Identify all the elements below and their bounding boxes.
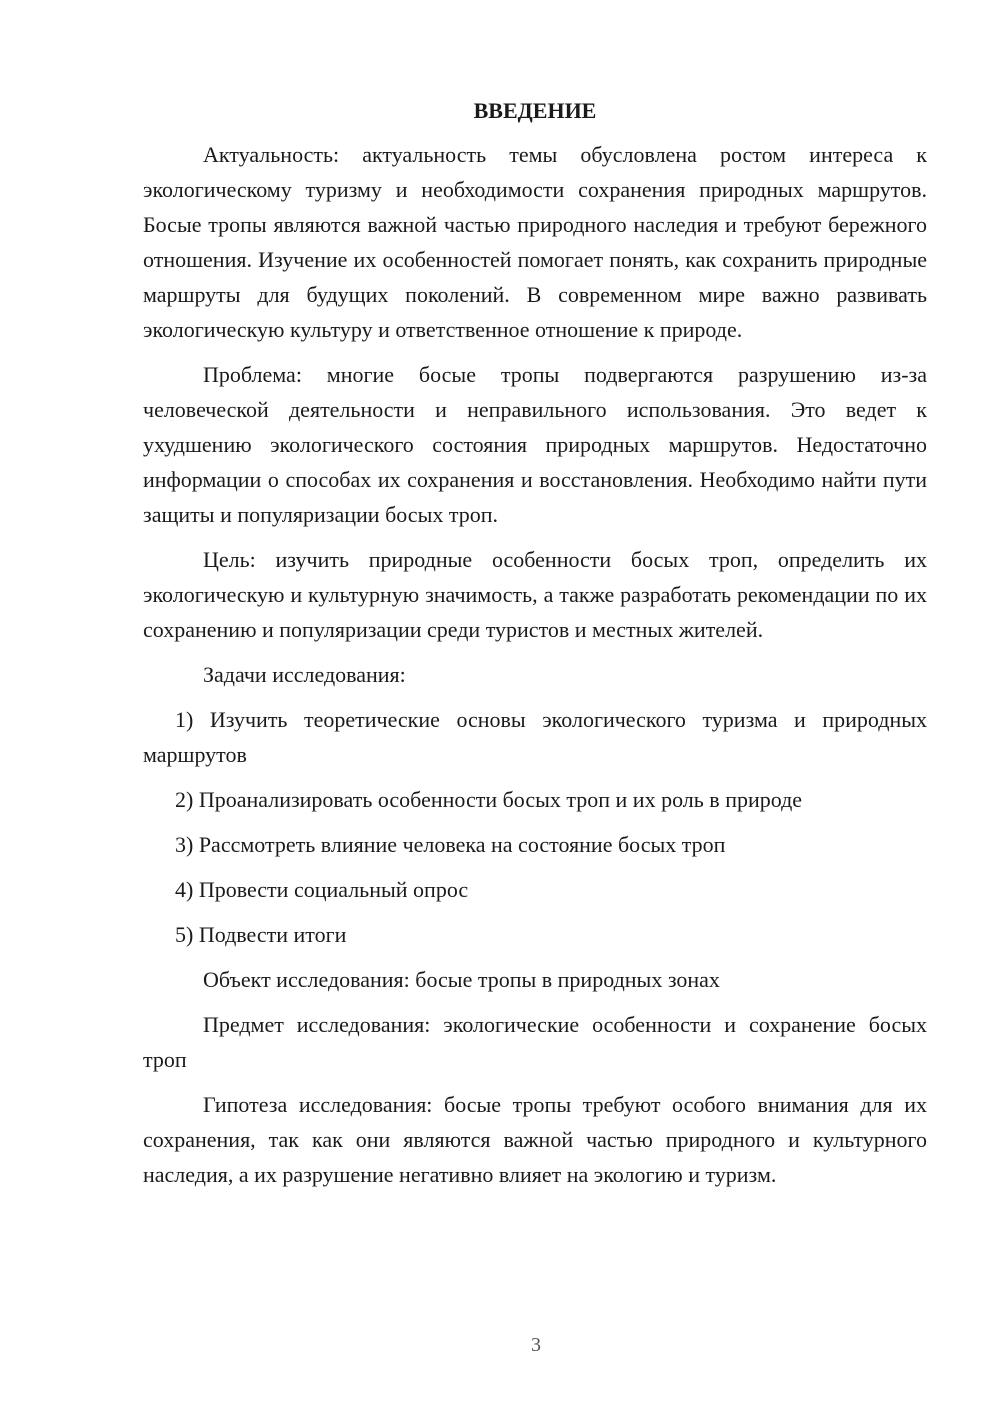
task-item: 3) Рассмотреть влияние человека на состояние босых троп	[175, 832, 726, 857]
hypothesis-paragraph: Гипотеза исследования: босые тропы требуют особого внимания для их сохранения, так как они являются важной частью природного и культурного наследия, а их разрушение негативно влияет на экологию и туризм.	[143, 1092, 927, 1187]
goal-paragraph: Цель: изучить природные особенности босых троп, определить их экологическую и культурную значимость, а также разработать рекомендации по их сохранению и популяризации среди туристов и местных жителей.	[143, 547, 927, 642]
task-item: 1) Изучить теоретические основы экологического туризма и природных маршрутов	[143, 707, 927, 767]
relevance-paragraph: Актуальность: актуальность темы обусловлена ростом интереса к экологическому туризму и необходимости сохранения природных маршрутов. Босые тропы являются важной частью природного наследия и требуют бережного отношения. Изучение их особенностей помогает понять, как сохранить природные маршруты для будущих поколений. В современном мире важно развивать экологическую культуру и ответственное отношение к природе.	[143, 142, 927, 342]
task-item: 4) Провести социальный опрос	[175, 877, 469, 902]
task-item: 2) Проанализировать особенности босых троп и их роль в природе	[175, 787, 803, 812]
page-number: 3	[531, 1334, 541, 1356]
section-title: ВВЕДЕНИЕ	[473, 98, 597, 123]
task-item: 5) Подвести итоги	[175, 922, 347, 947]
document-page	[143, 96, 927, 1202]
object-paragraph: Объект исследования: босые тропы в природных зонах	[203, 967, 720, 992]
problem-paragraph: Проблема: многие босые тропы подвергаются разрушению из-за человеческой деятельности и неправильного использования. Это ведет к ухудшению экологического состояния природных маршрутов. Недостаточно информации о способах их сохранения и восстановления. Необходимо найти пути защиты и популяризации босых троп.	[143, 362, 927, 527]
subject-paragraph: Предмет исследования: экологические особенности и сохранение босых троп	[143, 1012, 927, 1072]
tasks-heading: Задачи исследования:	[203, 662, 406, 687]
